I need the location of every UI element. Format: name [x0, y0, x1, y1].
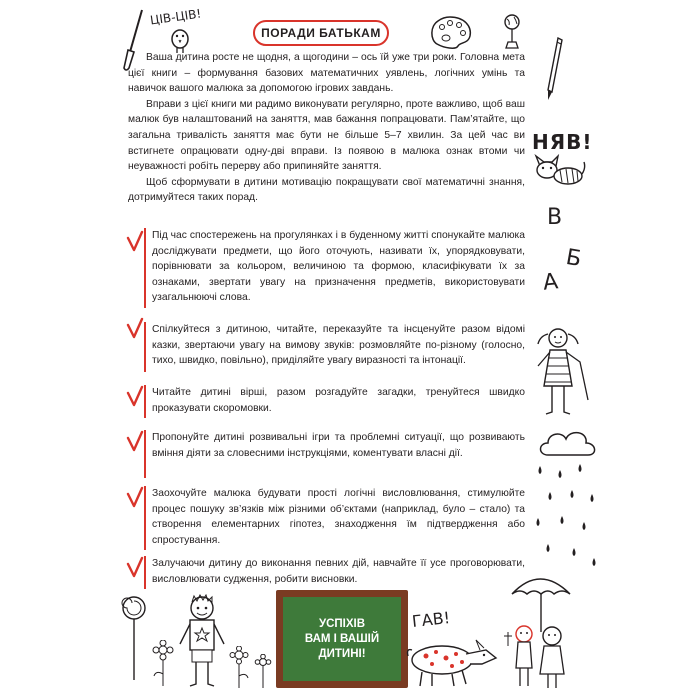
dog-sound-label: ГАВ!: [411, 608, 451, 631]
tip-bar: [144, 322, 146, 372]
boy-icon: [178, 594, 226, 690]
rain-icon: [530, 462, 602, 582]
cat-sound-label: НЯВ!: [532, 130, 593, 154]
chalkboard: [276, 590, 408, 688]
checkmark-icon: [126, 486, 144, 508]
board-line: УСПІХІВ: [318, 617, 366, 630]
cat-icon: [530, 154, 586, 188]
flower-icon: [226, 646, 252, 690]
umbrella-family-icon: [500, 572, 580, 692]
intro-paragraph: Щоб сформувати в дитини мотивацію покращувати свої математичні знання, дотримуйтеся таких порад.: [128, 176, 525, 204]
checkmark-icon: [126, 317, 144, 339]
tip-bar: [144, 385, 146, 418]
letter-b: Б: [563, 244, 584, 273]
tip-item: Заохочуйте малюка будувати прості логічні висловлювання, стимулюйте процес пошуку зв’язків між різними об’єктами (наприклад, було – стало) та створення елементарних гіпотез, знаходження їм підтвердження або спростування.: [152, 488, 525, 546]
checkmark-icon: [126, 556, 144, 578]
tip-bar: [144, 228, 146, 308]
tip-bar: [144, 556, 146, 589]
intro-paragraph: Ваша дитина росте не щодня, а щогодини – ось їй уже три роки. Головна мета цієї книги – формування базових математичних уявлень, логічних умінь та навичок вашого малюка за допомогою ігрових завдань.: [128, 52, 525, 95]
bird-sound-label: ЦІВ-ЦІВ!: [149, 6, 203, 28]
globe-icon: [500, 12, 524, 52]
checkmark-icon: [126, 430, 144, 452]
tip-bar: [144, 486, 146, 550]
intro-text: [128, 50, 525, 206]
tip-item: Читайте дитині вірші, разом розгадуйте загадки, тренуйтеся швидко проказувати скоромовки.: [152, 387, 525, 414]
letter-v: В: [547, 205, 563, 230]
checkmark-icon: [126, 385, 144, 407]
checkmark-icon: [126, 230, 144, 252]
palette-icon: [428, 14, 474, 50]
board-line: ДИТИНІ!: [318, 647, 366, 660]
girl-icon: [528, 322, 592, 422]
tip-bar: [144, 430, 146, 478]
letter-a: А: [541, 269, 560, 296]
tip-item: Залучаючи дитину до виконання певних дій, навчайте її усе проговорювати, висловлювати судження, робити висновки.: [152, 558, 525, 585]
tip-item: Під час спостережень на прогулянках і в буденному житті спонукайте малюка досліджувати предмети, що його оточують, називати їх, упорядковувати, порівнювати за кольором, величиною та формою, класифікувати їх за ознаками, звертати увагу на призначення предметів, використовувати узагальнюючі слова.: [152, 230, 525, 304]
lollipop-icon: [118, 594, 150, 684]
paintbrush-icon: [120, 8, 150, 74]
intro-paragraph: Вправи з цієї книги ми радимо виконувати регулярно, проте важливо, щоб ваш малюк був налаштований на заняття, мав бажання попрацювати. Пам’ятайте, що загальна тривалість заняття має бути не більше 5–7 хвилин. За цей час ви встигнете опрацювати одну-дві вправи. Із появою в малюка ознак втоми чи неуважності робіть перерву або припиняйте заняття.: [128, 98, 525, 173]
cloud-icon: [536, 425, 600, 461]
tip-item: Спілкуйтеся з дитиною, читайте, переказуйте та інсценуйте разом відомі казки, звертаючи увагу на вимову звуків: розмовляйте по-різному (голосно, тихо, швидко, повільно), приділяйте увагу виразності та інтонації.: [152, 324, 525, 367]
dog-icon: [404, 634, 500, 690]
chalkboard-message: [283, 597, 401, 681]
tip-item: Пропонуйте дитині розвивальні ігри та проблемні ситуації, що розвивають вміння діяти за словесними інструкціями, коментувати власні дії.: [152, 432, 525, 459]
pencil-icon: [544, 36, 564, 102]
flower-icon: [252, 654, 274, 690]
bird-icon: [168, 26, 192, 54]
page-title: ПОРАДИ БАТЬКАМ: [253, 20, 389, 46]
flower-icon: [150, 640, 176, 688]
board-line: ВАМ І ВАШІЙ: [304, 632, 380, 645]
